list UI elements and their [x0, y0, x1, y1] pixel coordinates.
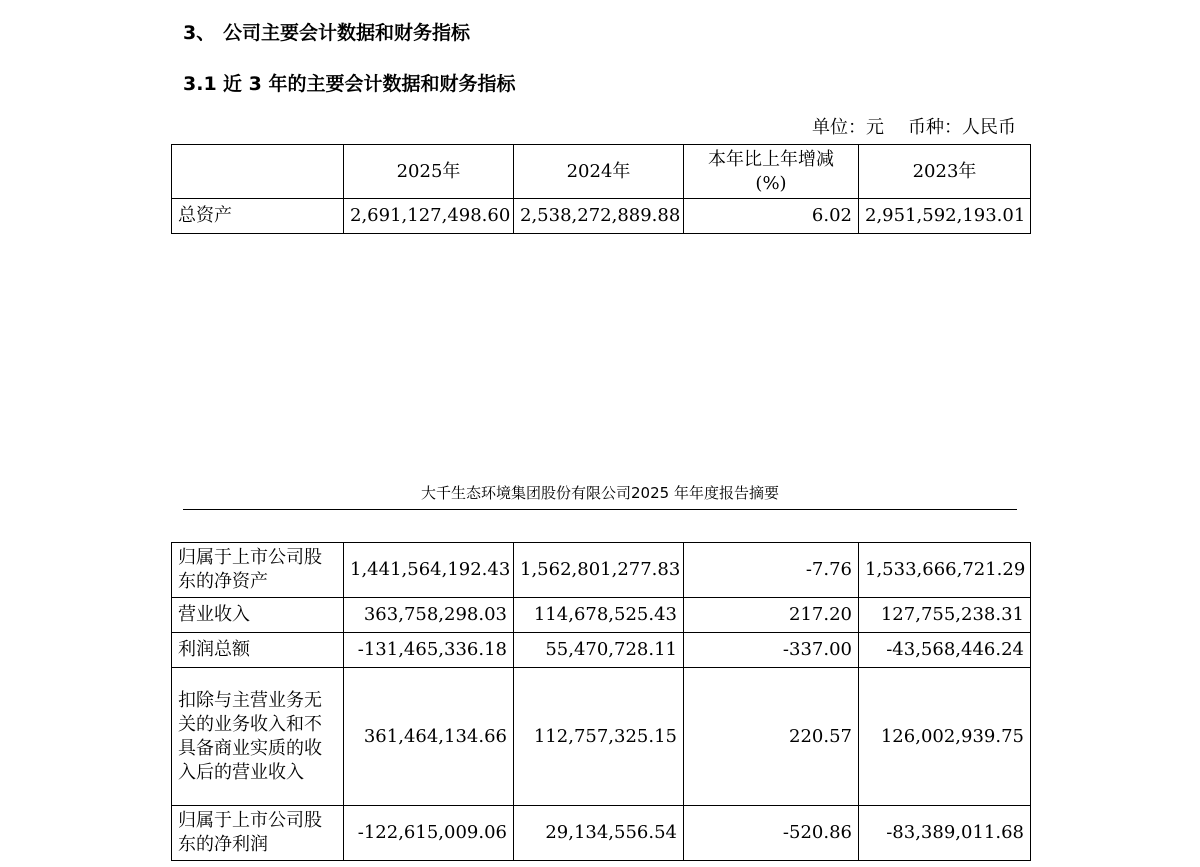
section-heading [183, 20, 470, 46]
financial-table-top [171, 144, 1031, 234]
row-label: 营业收入 [172, 598, 344, 633]
cell-2023: 2,951,592,193.01 [859, 199, 1031, 234]
row-label: 总资产 [172, 199, 344, 234]
cell-2024: 29,134,556.54 [514, 806, 684, 861]
cell-2023: -83,389,011.68 [859, 806, 1031, 861]
cell-2023: 1,533,666,721.29 [859, 543, 1031, 598]
table-row [172, 806, 1031, 861]
header-cell-2024: 2024年 [514, 145, 684, 199]
cell-2023: 126,002,939.75 [859, 668, 1031, 806]
cell-2025: -122,615,009.06 [344, 806, 514, 861]
table-row [172, 543, 1031, 598]
footer-rule [183, 509, 1017, 510]
row-label: 归属于上市公司股东的净利润 [172, 806, 344, 861]
row-label: 利润总额 [172, 633, 344, 668]
row-label: 归属于上市公司股东的净资产 [172, 543, 344, 598]
header-cell-change: 本年比上年增减(%) [684, 145, 859, 199]
cell-change: 217.20 [684, 598, 859, 633]
cell-2024: 112,757,325.15 [514, 668, 684, 806]
cell-change: 6.02 [684, 199, 859, 234]
cell-2024: 1,562,801,277.83 [514, 543, 684, 598]
unit-label: 单位：元 [812, 117, 884, 138]
cell-change: -337.00 [684, 633, 859, 668]
table-header-row [172, 145, 1031, 199]
table-row [172, 199, 1031, 234]
table-row [172, 633, 1031, 668]
section-number: 3、 [183, 22, 216, 44]
financial-table-bottom [171, 542, 1031, 861]
subsection-heading [183, 71, 515, 97]
cell-2025: 2,691,127,498.60 [344, 199, 514, 234]
page-footer: 大千生态环境集团股份有限公司2025 年年度报告摘要 [421, 484, 779, 502]
cell-change: -7.76 [684, 543, 859, 598]
currency-label: 币种：人民币 [908, 117, 1016, 138]
cell-2025: 363,758,298.03 [344, 598, 514, 633]
cell-2024: 114,678,525.43 [514, 598, 684, 633]
cell-2025: 361,464,134.66 [344, 668, 514, 806]
cell-2024: 55,470,728.11 [514, 633, 684, 668]
header-cell-2023: 2023年 [859, 145, 1031, 199]
header-cell-2025: 2025年 [344, 145, 514, 199]
subsection-title: 近 3 年的主要会计数据和财务指标 [223, 73, 516, 95]
section-title: 公司主要会计数据和财务指标 [223, 22, 471, 44]
cell-change: -520.86 [684, 806, 859, 861]
header-cell-blank [172, 145, 344, 199]
cell-2023: 127,755,238.31 [859, 598, 1031, 633]
subsection-number: 3.1 [183, 73, 217, 95]
row-label: 扣除与主营业务无关的业务收入和不具备商业实质的收入后的营业收入 [172, 668, 344, 806]
cell-2025: -131,465,336.18 [344, 633, 514, 668]
cell-change: 220.57 [684, 668, 859, 806]
cell-2025: 1,441,564,192.43 [344, 543, 514, 598]
cell-2024: 2,538,272,889.88 [514, 199, 684, 234]
cell-2023: -43,568,446.24 [859, 633, 1031, 668]
unit-line [812, 116, 1016, 140]
table-row [172, 598, 1031, 633]
table-row [172, 668, 1031, 806]
